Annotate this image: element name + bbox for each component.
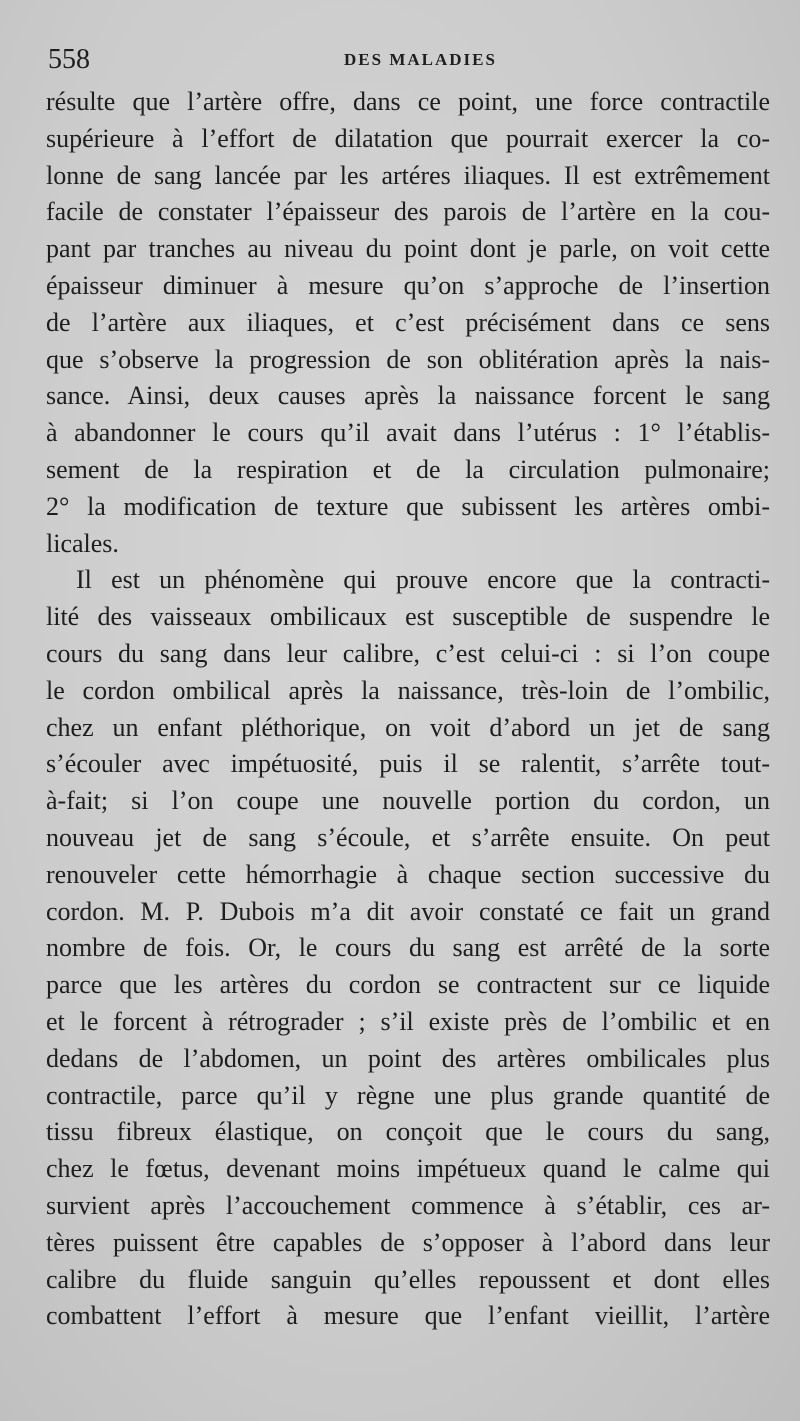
text-line: 2° la modification de texture que subissent les artères ombi- — [46, 491, 770, 521]
text-line: que s’observe la progression de son oblitération après la nais- — [46, 344, 770, 374]
paragraph-end-line: licales. — [46, 528, 119, 558]
text-line: contractile, parce qu’il y règne une plus grande quantité de — [46, 1080, 770, 1110]
text-line: cordon. M. P. Dubois m’a dit avoir constaté ce fait un grand — [46, 896, 770, 926]
text-line: le cordon ombilical après la naissance, très-loin de l’ombilic, — [46, 675, 770, 705]
text-line: parce que les artères du cordon se contractent sur ce liquide — [46, 970, 770, 1000]
text-line: chez le fœtus, devenant moins impétueux quand le calme qui — [46, 1154, 770, 1184]
page-number: 558 — [48, 44, 90, 75]
paragraph-start-line: Il est un phénomène qui prouve encore que la contracti- — [76, 565, 770, 595]
text-line: épaisseur diminuer à mesure qu’on s’approche de l’insertion — [46, 270, 770, 300]
body-text — [46, 84, 770, 1335]
text-line: nouveau jet de sang s’écoule, et s’arrête ensuite. On peut — [46, 822, 770, 852]
text-line: à-fait; si l’on coupe une nouvelle portion du cordon, un — [46, 786, 770, 816]
page-header — [48, 42, 748, 78]
text-line: combattent l’effort à mesure que l’enfant vieillit, l’artère — [46, 1301, 770, 1331]
text-line: facile de constater l’épaisseur des parois de l’artère en la cou- — [46, 197, 770, 227]
text-line: à abandonner le cours qu’il avait dans l’utérus : 1° l’établis- — [46, 418, 770, 448]
text-line: résulte que l’artère offre, dans ce point, une force contractile — [46, 87, 770, 116]
text-line: dedans de l’abdomen, un point des artères ombilicales plus — [46, 1043, 770, 1073]
text-line: renouveler cette hémorrhagie à chaque section successive du — [46, 859, 770, 889]
text-line: pant par tranches au niveau du point dont je parle, on voit cette — [46, 234, 770, 264]
text-line: sance. Ainsi, deux causes après la naissance forcent le sang — [46, 381, 770, 411]
running-title: DES MALADIES — [344, 50, 497, 69]
text-line: nombre de fois. Or, le cours du sang est arrêté de la sorte — [46, 933, 770, 963]
text-line: sement de la respiration et de la circulation pulmonaire; — [46, 454, 770, 484]
text-line: lonne de sang lancée par les artéres iliaques. Il est extrêmement — [46, 160, 770, 190]
text-line: cours du sang dans leur calibre, c’est celui-ci : si l’on coupe — [46, 638, 770, 668]
text-line: tères puissent être capables de s’opposer à l’abord dans leur — [46, 1227, 770, 1257]
text-line: tissu fibreux élastique, on conçoit que le cours du sang, — [46, 1117, 770, 1147]
text-line: de l’artère aux iliaques, et c’est précisément dans ce sens — [46, 307, 770, 337]
text-line: survient après l’accouchement commence à s’établir, ces ar- — [46, 1190, 770, 1220]
text-line: chez un enfant pléthorique, on voit d’abord un jet de sang — [46, 712, 770, 742]
text-line: calibre du fluide sanguin qu’elles repoussent et dont elles — [46, 1264, 770, 1294]
text-line: supérieure à l’effort de dilatation que pourrait exercer la co- — [46, 123, 770, 153]
text-line: lité des vaisseaux ombilicaux est susceptible de suspendre le — [46, 602, 770, 632]
text-line: s’écouler avec impétuosité, puis il se ralentit, s’arrête tout- — [46, 749, 770, 779]
text-line: et le forcent à rétrograder ; s’il existe près de l’ombilic et en — [46, 1006, 770, 1036]
